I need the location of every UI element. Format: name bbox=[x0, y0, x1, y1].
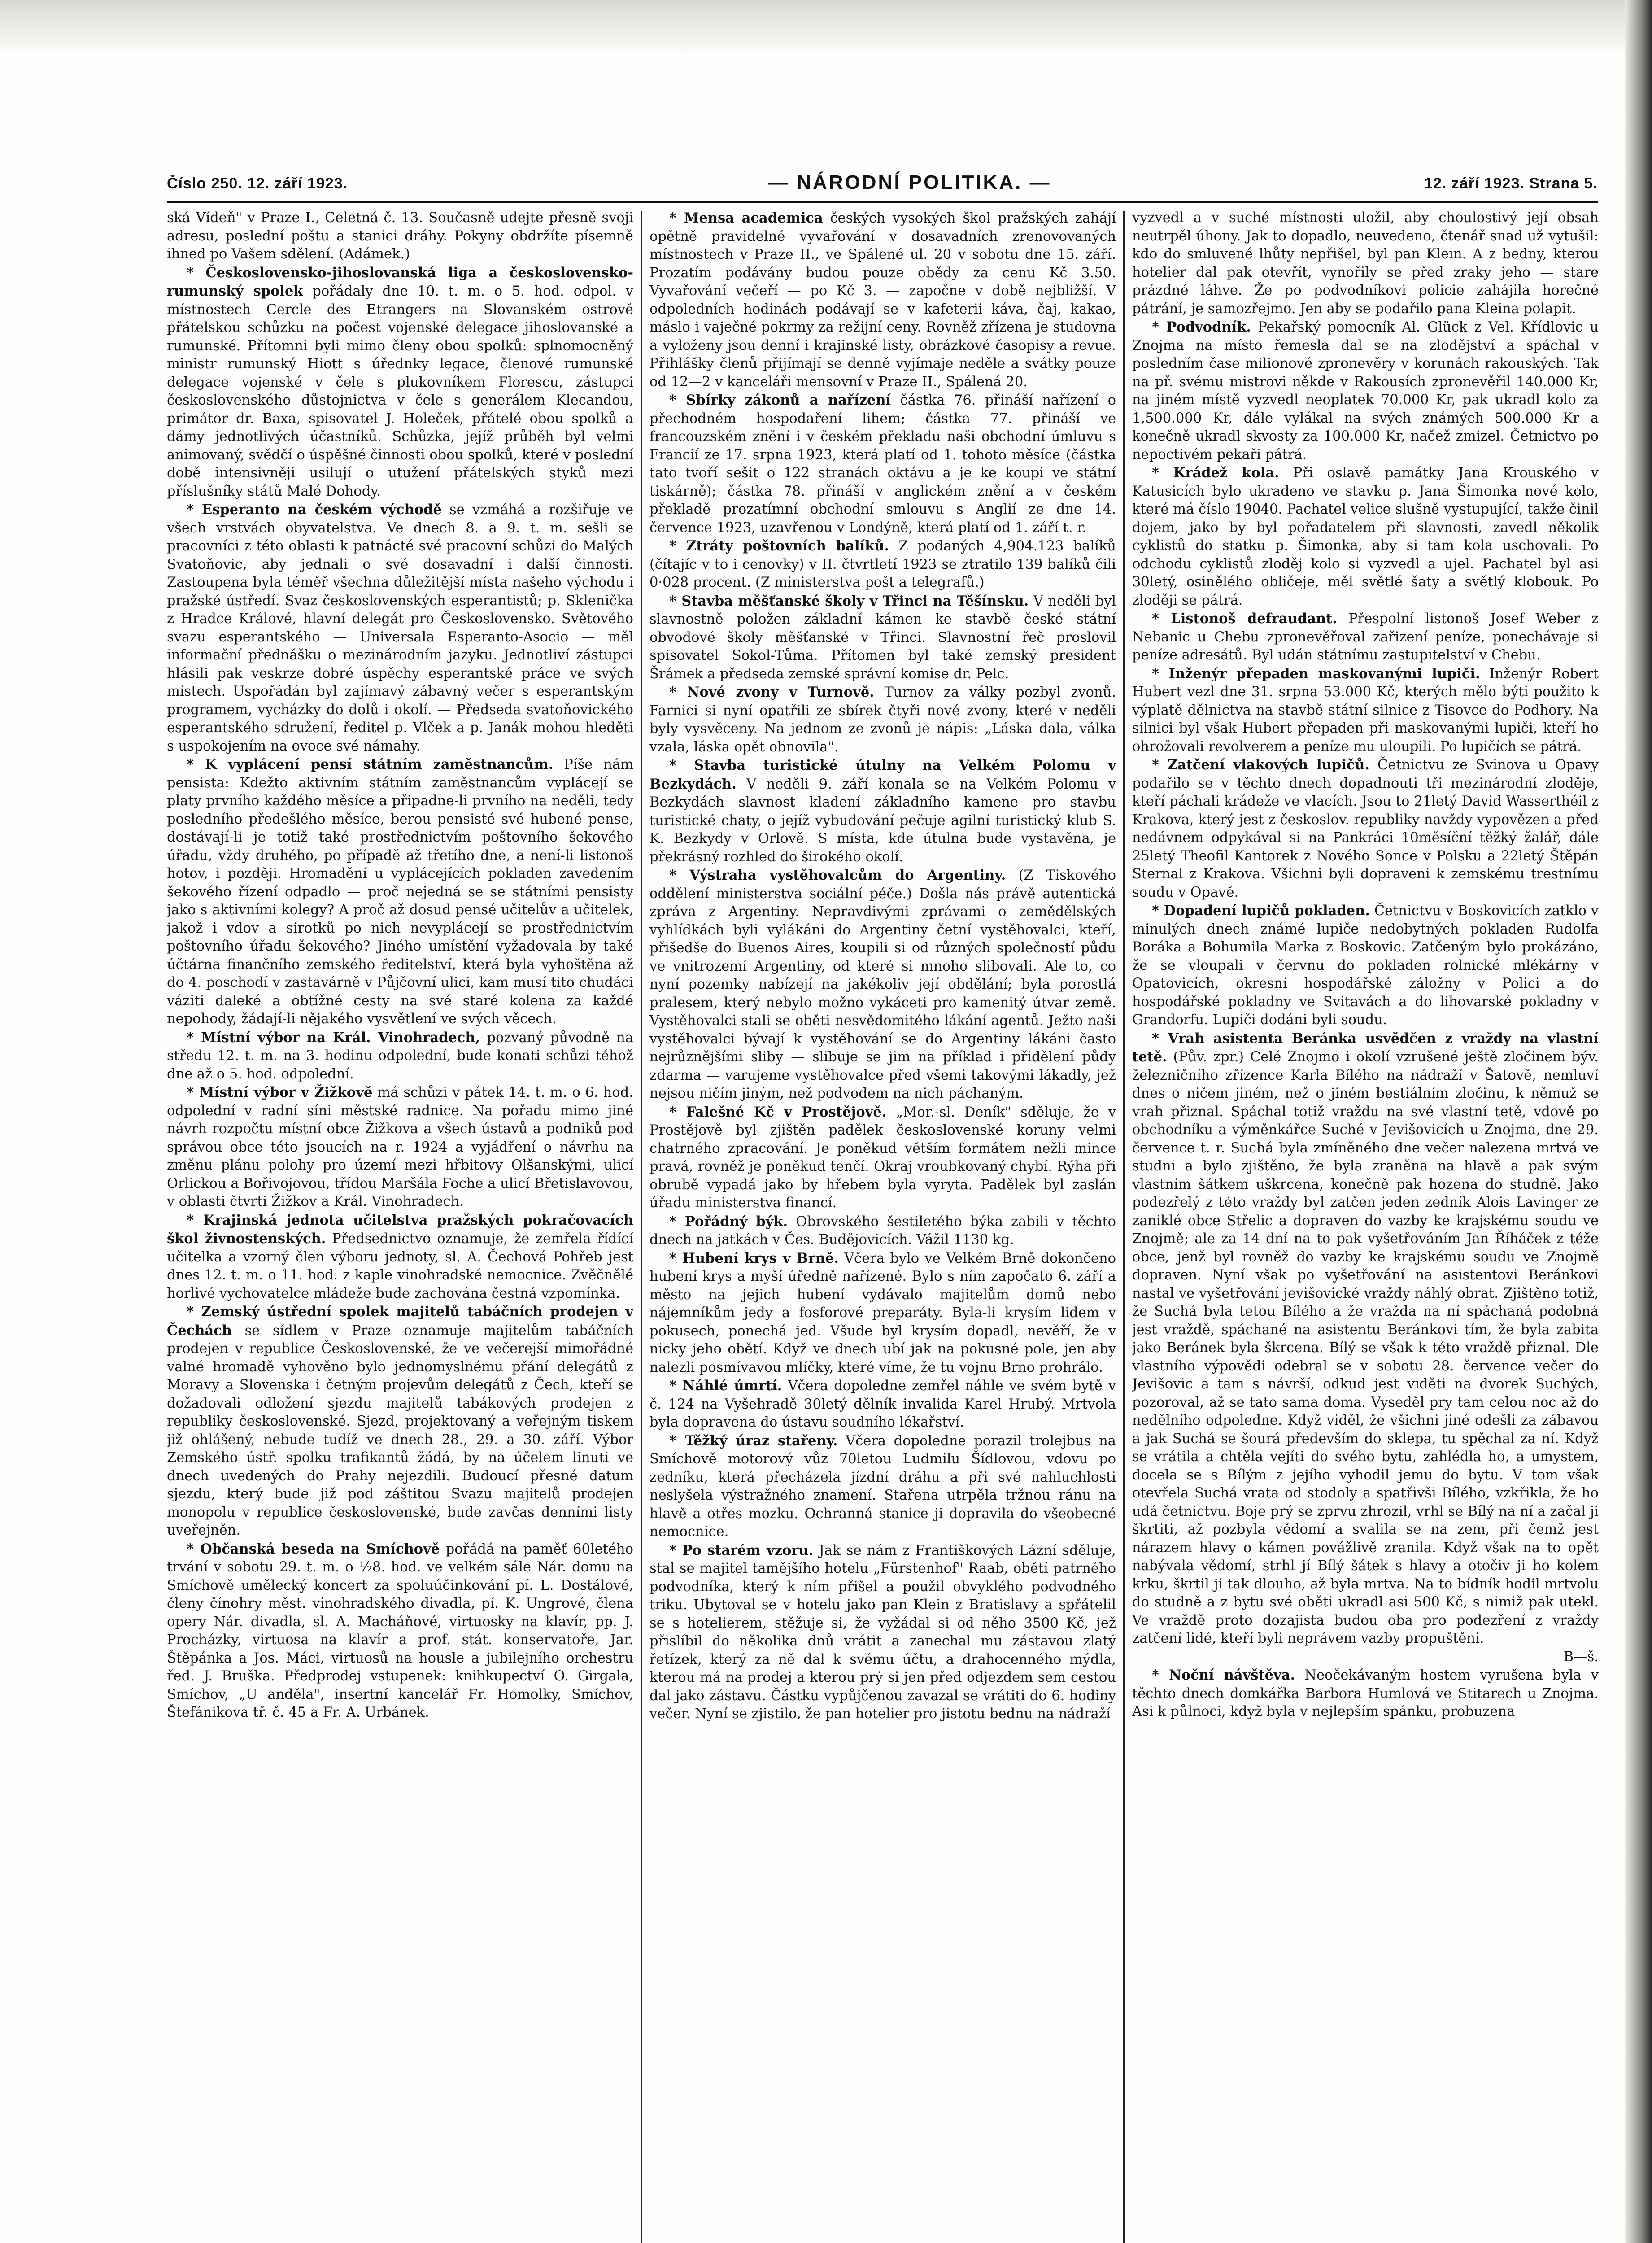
news-item bbox=[1132, 318, 1599, 464]
news-item-heading: * Hubení krys v Brně. bbox=[669, 1250, 839, 1266]
news-item bbox=[649, 1541, 1116, 1724]
news-item bbox=[649, 756, 1116, 866]
news-item-text: se vzmáhá a rozšiřuje ve všech vrstvách obyvatelstva. Ve dnech 8. a 9. t. m. sešli se pracovníci z této oblasti k patnácté své pracovní schůzi do Malých Svatoňovic, aby jednali o své dosavadní i další činnosti. Zastoupena byla téměř všechna důležitější místa našeho východu i pražské ústředí. Svaz československých esperantistů; p. Sklenička z Hradce Králové, hlavní delegát pro Československo. Světového svazu esperantského — Universala Esperanto-Asocio — měl informační přednášku o mezinárodním jazyku. Jednotliví zástupci hlásili pak veskrze dobré úspěchy esperantské práce ve svých místech. Uspořádán byl zajímavý zábavný večer s esperantským programem, vycházky do dolů i okolí. — Předseda svatoňovického esperantského sdružení, ředitel p. Vlček a p. Janák mohou hleděti s uspokojením na ovoce své námahy. bbox=[167, 502, 633, 754]
news-item-heading: * Československo-jihoslovanská liga a československo-rumunský spolek bbox=[167, 264, 633, 299]
news-item bbox=[167, 755, 633, 1029]
news-item-text: (Z Tiskového oddělení ministerstva sociální péče.) Došla nás právě autentická zpráva z Argentiny. Nepravdivými zprávami o zemědělských vyhlídkách byli vylákáni do Argentiny četní vystěhovalci, kteří, přišedše do Buenos Aires, koupili si od různých společností půdu ve vnitrozemí Argentiny, od které si mnoho slibovali. Ale to, co nyní pozemky nabízejí na jakékoliv její obdělání; byla porostlá pralesem, který nebylo možno vykáceti pro kamenitý útvar země. Vystěhovalci stali se oběti nesvědomitého lákání agentů. Ježto naši vystěhovalci bývají k vystěhování se do Argentiny lákáni často nejrůznějšími sliby — slibuje se jim na příklad i přidělení půdy zdarma — varujeme vystěhovalce před všemi takovými lákadly, jež nejsou ničím jiným, než podvodem na nich páchaným. bbox=[649, 868, 1116, 1101]
news-item-text: Z podaných 4,904.123 balíků (čítajíc v to i cenovky) v II. čtvrtletí 1923 se ztratilo 139 balíků čili 0·028 procent. (Z ministerstva pošt a telegrafů.) bbox=[649, 538, 1116, 590]
news-item bbox=[167, 1540, 633, 1722]
news-item-heading: * Falešné Kč v Prostějově. bbox=[669, 1104, 887, 1120]
news-item-text: Jak se nám z Františkových Lázní sděluje, stal se majitel tamějšího hotelu „Fürstenhof" Raab, obětí patrného podvodníka, který k ním přišel a použil obvyklého podvodného triku. Ubytoval se v hotelu jako pan Klein z Bratislavy a spřátelil se s hotelierem, stěžuje si, že vyžádal si od něho 3500 Kč, jež přislíbil do několika dnů vrátit a zanechal mu zástavou zlatý řetízek, který za ně dal k svému účtu, a drahocenného mýdla, kterou má na prodej a kterou prý si jen před odjezdem sem cestou dal jako zástavu. Částku vypůjčenou zavazal se vrátiti do 6. hodiny večer. Nyní se zjistilo, že pan hotelier pro jistotu bednu na nádraží bbox=[649, 1542, 1116, 1722]
news-item bbox=[649, 1249, 1116, 1377]
news-item-heading: * Zemský ústřední spolek majitelů tabáčních prodejen v Čechách bbox=[167, 1304, 633, 1339]
news-item-heading: * Dopadení lupičů pokladen. bbox=[1152, 903, 1370, 919]
news-item bbox=[1132, 665, 1599, 756]
news-item-heading: * Zatčení vlakových lupičů. bbox=[1152, 757, 1370, 773]
news-item-text: pořádá na paměť 60letého trvání v sobotu 29. t. m. o ½8. hod. ve velkém sále Nár. domu na Smíchově umělecký koncert za spoluúčinkování pí. L. Dostálové, členy čínohry měst. vinohradského divadla, pí. K. Ungrové, člena opery Nár. divadla, sl. A. Macháňové, virtuosky na klavír, pp. J. Procházky, virtuosa na klavír a prof. stát. konservatoře, Jar. Štěpánka a Jos. Máci, virtuosů na housle a jubilejního orchestru řed. J. Bruška. Předprodej vstupenek: knihkupectví O. Girgala, Smíchov, „U anděla", insertní kancelář Fr. Homolky, Smíchov, Štefánikova tř. č. 45 a Fr. A. Urbánek. bbox=[167, 1541, 633, 1720]
news-item-text: (Pův. zpr.) Celé Znojmo i okolí vzrušené ještě zločinem býv. železničního zřízence Karla Bílého na nádraží v Šatově, nemluví dnes o ničem jiném, než o jiném bestiálním zločinu, k němuž se vrah přiznal. Spáchal totiž vraždu na své vlastní tetě, vdově po obchodníku a výměnkářce Suché v Jevišovicích u Znojma, dne 29. července t. r. Suchá byla zmíněného dne večer nalezena mrtvá ve studni a bylo zjištěno, že byla zraněna na hlavě a pak svým vlastním šátkem uškrcena, konečně pak hozena do studně. Jako podezřelý z této vraždy byl zatčen jeden zedník Alois Lavinger ze zaniklé obce Střelic a dopraven do vazby ke krajskému soudu ve Znojmě; ale za 14 dní na to pak vyšetřováním Jan Říháček z téže obce, jenž byl rovněž do vazby ke krajskému soudu ve Znojmě dopraven. Nyní však po vyšetřování na asistentovi Beránkovi nastal ve vyšetřování jevišovické vraždy náhlý obrat. Zjištěno totiž, že Suchá byla tetou Bílého a že vražda na ní spáchaná podobná jest vraždě, spáchané na asistentu Beránkovi tím, že byla zabita jako Beránek byla škrcena. Bílý se však k této vraždě přiznal. Dle vlastního výpovědi odebral se v sobotu 28. července večer do Jevišovic a tam s návrší, odkud jest viděti na dvorek Suchých, pozoroval, až se tato sama doma. Vyseděl pry tam celou noc až do nedělního odpoledne. Když viděl, že všichni jiné odešli za zábavou a jak Suchá se šourá především do sklepa, tu spěchal za ní. Když se vrátila a chtěla vejíti do svého bytu, zahlédla ho, a umystem, docela se s Bílým z jejího vyhodil jemu do bytu. V tom však otevřela Suchá vrata od stodoly a spatřivši Bílého, vzkřikla, že ho udá četnictvu. Boje prý se zprvu zhrozil, vrhl se Bílý na ní a začal ji škrtiti, až pozbyla vědomí a svalila se na zem, při čemž jest nárazem hlavy o kámen povážlivě zranila. Když však na to opět nabývala vědomí, strhl jí Bílý šátek s hlavy a otočiv ji ho kolem krku, škrtil ji tak dlouho, až byla mrtva. Na to bídník hodil mrtvolu do studně a z bytu své oběti ukradl asi 500 Kč, s nimiž pak utekl. Ve vraždě proto dozajista budou oba pro podezření z vraždy zatčení lidé, kteří byli neprávem vazby propuštěni. bbox=[1132, 1049, 1599, 1646]
news-item bbox=[1132, 1030, 1599, 1648]
news-item-heading: * Listonoš defraudant. bbox=[1152, 611, 1337, 627]
news-item-text: Při oslavě památky Jana Krouského v Katusicích bylo ukradeno ve stavku p. Jana Šimonka nové kolo, které má číslo 19040. Pachatel velice slušně vystupující, takže činil dojem, jako by byl pořadatelem při slavnosti, zavedl několik cyklistů do statku p. Šimonka, aby si tam kola uschovali. Po odchodu cyklistů zloděj kolo si vyzvedl a ujel. Pachatel byl asi 30letý, osinělého obličeje, měl světlé šaty a světlý klobouk. Po zloději se pátrá. bbox=[1132, 465, 1599, 608]
column-divider bbox=[641, 211, 642, 2243]
news-item bbox=[167, 501, 633, 755]
news-item-heading: * Sbírky zákonů a nařízení bbox=[669, 392, 891, 408]
date-and-page: 12. září 1923. Strana 5. bbox=[1424, 175, 1598, 192]
news-item-heading: * Inženýr přepaden maskovanými lupiči. bbox=[1152, 665, 1480, 682]
news-item-text: Turnov za války pozbyl zvonů. Farnici si nyní opatřili ze sbírek čtyři nové zvony, které v neděli byly vysvěceny. Na jednom ze zvonů je nápis: „Láska dala, válka vzala, láska opět obnovila". bbox=[649, 685, 1116, 755]
news-item-text: Obrovského šestiletého býka zabili v těchto dnech na jatkách v Čes. Budějovicích. Vážil 1130 kg. bbox=[649, 1213, 1116, 1248]
news-item bbox=[167, 1029, 633, 1084]
news-item bbox=[649, 683, 1116, 756]
news-item-text: V neděli byl slavnostně položen základní kámen ke stavbě české státní obvodové školy měšťanské v Třinci. Slavnostní řeč proslovil spisovatel Sokol-Tůma. Přítomen byl také zemský president Šrámek a předseda zemské správní komise dr. Pelc. bbox=[649, 593, 1116, 682]
news-item-heading: * Krádež kola. bbox=[1152, 465, 1279, 481]
news-item-text: B—š. bbox=[1563, 1649, 1599, 1665]
news-item bbox=[1132, 756, 1599, 902]
news-item-text: Včera bylo ve Velkém Brně dokončeno hubení krys a myší úředně nařízené. Bylo s ním započato 6. září a město na jejich hubení vydávalo majitelům domů nebo nájemníkům jedy a fosforové preparáty. Byla-li krysím lidem v pokusech, ponechá jed. Všude byl krysím dopadl, nevěří, že v nicky jeho obětí. Když ve dnech ubí jak na pokusné pole, jen aby nalezli posmívavou mlíčky, které víme, že tu vojnu Brno prohrálo. bbox=[649, 1250, 1116, 1375]
news-item-text: se sídlem v Praze oznamuje majitelům tabáčních prodejen v republice Československé, že ve večerejší mimořádné valné hromadě vyhověno bylo jednomyslnému přání delegátů z Moravy a Slovenska i četným projevům delegátů z Čech, kteří se dožadovali odložení sjezdu majitelů tabákových prodejen z republiky československé. Sjezd, projektovaný a veřejným tiskem již ohlášený, nebude tudíž ve dnech 28., 29. a 30. září. Výbor Zemského ústř. spolku trafikantů žádá, by na účelem linuti ve dnech uvedených do Prahy nejezdili. Budoucí přesné datum sjezdu, který bude již pod záštitou Svazu majitelů prodejen monopolu v republice československé, bude zavčas denními listy uveřejněn. bbox=[167, 1322, 633, 1538]
scan-top-shadow bbox=[0, 0, 1652, 54]
column-2 bbox=[649, 209, 1116, 2243]
news-item-heading: * Náhlé úmrtí. bbox=[669, 1378, 782, 1394]
masthead-title: — NÁRODNÍ POLITIKA. — bbox=[768, 171, 1051, 193]
news-item bbox=[167, 264, 633, 501]
news-item-text: částka 76. přináší nařízení o přechodném hospodaření lihem; částka 77. přináší ve francouzském znění i v českém překladu naši obchodní úmluvu s Francií ze 17. srpna 1923, která platí od 1. tohoto měsíce (částka tato tvoří sešit o 122 stranách oktávu a je ke koupi ve státní tiskárně); částka 78. přináší v anglickém znění a v českém překladě prozatímní obchodní smlouvu s Anglií ze dne 14. července 1923, uzavřenou v Londýně, která platí od 1. září t. r. bbox=[649, 393, 1116, 536]
news-item-text: Četnictvu ze Svinova u Opavy podařilo se v těchto dnech dopadnouti tři mezinárodní zloděje, kteří páchali krádeže ve vlacích. Jsou to 21letý David Wasserthéil z Krakova, který jest z českoslov. republiky navždy vypovězen a před nedávnem odpykával si na Pankráci 10měsíční těžký žalář, dále 25letý Theofil Kantorek z Nového Sonce v Polsku a 22letý Štěpán Sternal z Krakova. Všichni byli dopraveni k zemskému trestnímu soudu v Opavě. bbox=[1132, 757, 1599, 900]
news-item bbox=[167, 209, 633, 264]
news-item bbox=[1132, 1666, 1599, 1721]
news-item-text: pozvaný původně na středu 12. t. m. na 3. hodinu odpolední, bude konati schůzi téhož dne až o 5. hod. odpolední. bbox=[167, 1030, 633, 1082]
news-item bbox=[1132, 902, 1599, 1030]
news-item-text: Předsednictvo oznamuje, že zemřela řídící učitelka a vzorný člen výboru jednoty, sl. A. Čechová Pohřeb jest dnes 12. t. m. o 11. hod. z kaple vinohradské nemocnice. Zvěčnělé horlivé vychovatelce mládeže bude zachována čestná vzpomínka. bbox=[167, 1231, 633, 1301]
page-header bbox=[167, 171, 1598, 198]
column-3 bbox=[1132, 209, 1599, 2243]
issue-number: Číslo 250. 12. září 1923. bbox=[167, 175, 348, 192]
news-item-text: Píše nám pensista: Kdežto aktivním státním zaměstnancům vyplácejí se platy prvního každého měsíce a připadne-li prvního na neděli, tedy posledního předešlého měsíce, berou pensisté své hubené pense, dostávají-li je totiž také prostřednictvím poštovního šekového úřadu, vždy druhého, po případě až třetího dne, a není-li listonoš hotov, i později. Hromadění u vyplácejících pokladen zavedením šekového řízení odpadlo — proč nejedná se se státními pensisty jako s aktivními kolegy? A proč až dosud pensé učitelův a učitelek, jakož i vdov a sirotků po nich nevyplácejí se prostřednictvím poštovního úřadu šekového? Jiného umístění vyžadovala by také účtárna finančního zemského ředitelství, která byla vyhoštěna až do 4. poschodí v zastavárně v Půjčovní ulici, kam musí tito chudáci váziti daleké a obtížné cesty na své staré kolena za každé nepohody, žádají-li nějakého vysvětlení ve svých věcech. bbox=[167, 757, 633, 1027]
news-item bbox=[167, 1303, 633, 1540]
news-item-heading: * Stavba měšťanské školy v Třinci na Těšínsku. bbox=[669, 593, 1029, 609]
news-item bbox=[649, 1103, 1116, 1213]
news-item bbox=[649, 209, 1116, 391]
news-item bbox=[649, 866, 1116, 1103]
news-item-text: pořádaly dne 10. t. m. o 5. hod. odpol. v místnostech Cercle des Etrangers na Slovanském ostrově přátelskou schůzku na počest vojenské delegace jihoslovanské a rumunské. Přítomni byli mimo členy obou spolků: splnomocněný ministr rumunský Hiott s úřednky legace, členové rumunské delegace vojenské v čele s plukovníkem Florescu, zástupci československého důstojnictva v čele s generálem Klecandou, primátor dr. Baxa, spisovatel J. Holeček, přátelé obou spolků a dámy jednotlivých účastníků. Schůzka, jejíž průběh byl velmi animovaný, svědčí o úspěšné činnosti obou spolků, které v poslední době intensivněji usilují o utužení přátelských styků mezi příslušníky států Malé Dohody. bbox=[167, 284, 633, 499]
news-item-heading: * Těžký úraz stařeny. bbox=[669, 1432, 838, 1449]
news-item-heading: * Mensa academica bbox=[669, 210, 823, 226]
news-item-heading: * Místní výbor v Žižkově bbox=[187, 1084, 373, 1100]
news-item bbox=[649, 537, 1116, 592]
news-item bbox=[1132, 610, 1599, 665]
news-item-text: Inženýr Robert Hubert vezl dne 31. srpna 53.000 Kč, kterých mělo býti použito k výplatě dělnictva na stavbě státní silnice z Tisovce do Podhory. Na silnici byl však Hubert přepaden při maskovanými lupiči, kteří ho ohrožovali revolverem a peníze mu uloupili. Po lupičích se pátrá. bbox=[1132, 666, 1599, 755]
news-item bbox=[649, 592, 1116, 684]
news-item-text: Četnictvu v Boskovicích zatklo v minulých dnech známé lupiče nedobytných pokladen Rudolfa Boráka a Bohumila Marka z Boskovic. Zatčeným bylo prokázáno, že se vloupali v červnu do pokladen rolnické mlékárny v Opatovicích, okresní hospodářské záložny v Polici a do hospodářské pokladny ve Svitavách a do lihovarské pokladny v Grandorfu. Lupiči dodáni byli soudu. bbox=[1132, 903, 1599, 1028]
news-item-text: vyzvedl a v suché místnosti uložil, aby choulostivý její obsah neutrpěl úhony. Jak to dopadlo, neuvedeno, čtenář snad už vytušil: kdo do smluvené lhůty nepřišel, byl pan Klein. A z bedny, kterou hotelier dal pak otevřít, vynořily se před zraky jeho — stare prázdné láhve. Že po podvodníkovi policie zahájila horečné pátrání, je samozřejmo. Jen aby se podařilo pana Kleina polapit. bbox=[1132, 210, 1599, 317]
news-item bbox=[649, 1432, 1116, 1541]
column-1 bbox=[167, 209, 633, 2243]
news-item bbox=[167, 1083, 633, 1211]
news-item-heading: * Nové zvony v Turnově. bbox=[669, 684, 874, 700]
news-item-text: Přespolní listonoš Josef Weber z Nebanic u Chebu zpronevěřoval zařizení peníze, ponechávaje si peníze adresátů. Byl udán státnímu zastupitelství v Chebu. bbox=[1132, 611, 1599, 663]
news-item-heading: * Stavba turistické útulny na Velkém Polomu v Bezkydách. bbox=[649, 757, 1116, 792]
news-item-text: Včera dopoledne zemřel náhle ve svém bytě v č. 124 na Vyšehradě 30letý dělník invalida Karel Hrubý. Mrtvola byla dopravena do ústavu soudního lékařství. bbox=[649, 1378, 1116, 1430]
news-item-text: Neočekávaným hostem vyrušena byla v těchto dnech domkářka Barbora Humlová ve Stitarech u Znojma. Asi k půlnoci, když byla v nejlepším spánku, probuzena bbox=[1132, 1667, 1599, 1719]
news-item-text: „Mor.-sl. Deník" sděluje, že v Prostějově byl zjištěn padělek československé koruny velmi chatrného zpracování. Je poněkud větším formátem nežli mince pravá, rovněž je poněkud tenčí. Okraj vroubkovaný chybí. Rýha při obrubě vypadá jako by hřebem byla vyryta. Padělek byl zaslán úřadu ministerstva financí. bbox=[649, 1104, 1116, 1211]
news-item-text: Včera dopoledne porazil trolejbus na Smíchově motorový vůz 70letou Ludmilu Šídlovou, vdovu po zedníku, která přecházela jízdní dráhu a při své nahluchlosti neslyšela výstražného znamení. Stařena utrpěla tržnou ránu na hlavě a otřes mozku. Ochranná stanice ji dopravila do všeobecné nemocnice. bbox=[649, 1433, 1116, 1540]
news-item-heading: * Esperanto na českém východě bbox=[187, 502, 442, 518]
news-item bbox=[649, 1213, 1116, 1249]
column-divider bbox=[1123, 211, 1125, 2243]
news-item bbox=[649, 1377, 1116, 1432]
news-item-heading: * Po starém vzoru. bbox=[669, 1542, 814, 1558]
news-item-heading: * Ztráty poštovních balíků. bbox=[669, 538, 889, 554]
news-item-heading: * Vrah asistenta Beránka usvědčen z vraždy na vlastní tetě. bbox=[1132, 1030, 1599, 1065]
news-item-heading: * Podvodník. bbox=[1152, 319, 1251, 335]
news-item bbox=[1132, 209, 1599, 318]
news-item-heading: * Výstraha vystěhovalcům do Argentiny. bbox=[669, 867, 1006, 883]
news-item bbox=[1132, 464, 1599, 610]
news-item-heading: * K vyplácení pensí státním zaměstnancům. bbox=[187, 756, 554, 772]
author-signature bbox=[1132, 1648, 1599, 1667]
news-item-heading: * Noční návštěva. bbox=[1152, 1667, 1295, 1683]
news-item-heading: * Krajinská jednota učitelstva pražských pokračovacích škol živnostenských. bbox=[167, 1212, 633, 1247]
news-item-heading: * Pořádný býk. bbox=[669, 1213, 788, 1230]
news-item bbox=[167, 1211, 633, 1303]
scan-right-edge bbox=[1625, 0, 1652, 2243]
news-item bbox=[649, 391, 1116, 537]
news-item-text: má schůzi v pátek 14. t. m. o 6. hod. odpolední v radní síni městské radnice. Na pořadu mimo jiné návrh rozpočtu místní obce Žižkova a všech ústavů a podniků pod správou obce této jsoucích na r. 1924 a vyjádření o návrhu na změnu plánu polohy pro území mezi hřbitovy Olšanskými, ulicí Orlickou a Bořivojovou, třídou Maršála Foche a ulicí Břetislavovou, v oblasti čtvrti Žižkov a Král. Vinohradech. bbox=[167, 1085, 633, 1209]
news-item-heading: * Místní výbor na Král. Vinohradech, bbox=[187, 1029, 480, 1046]
news-item-text: českých vysokých škol pražských zahájí opětně pravidelné vyvařování v dosavadních zrenovovaných místnostech v Praze II., ve Spálené ul. 20 v sobotu dne 15. září. Prozatím podávány budou pouze obědy za cenu Kč 3.50. Vyvařování večeří — po Kč 3. — započne v době nejbližší. V odpoledních hodinách podávají se v kafeterii káva, čaj, kakao, máslo i vaječné pokrmy za režijní ceny. Rovněž zřízena je studovna a vyloženy jsou denní i krajinské listy, obrázkové časopisy a revue. Přihlášky členů přijímají se denně vyjímaje neděle a svátky pouze od 12—2 v kanceláři mensovní v Praze II., Spálená 20. bbox=[649, 210, 1116, 390]
news-item-text: V neděli 9. září konala se na Velkém Polomu v Bezkydách slavnost kladení základního kamene pro stavbu turistické chaty, o jejíž vybudování pečuje agilní turistický klub S. K. Bezkydy v Orlově. S místa, kde útulna bude vystavěna, je překrásný rozhled do širokého okolí. bbox=[649, 776, 1116, 865]
header-rule bbox=[167, 201, 1598, 203]
news-item-heading: * Občanská beseda na Smíchově bbox=[187, 1540, 440, 1557]
news-item-text: ská Vídeň" v Praze I., Celetná č. 13. Současně udejte přesně svoji adresu, poslední poštu a stanici dráhy. Pokyny obdržíte písemně ihned po Vašem sdělení. (Adámek.) bbox=[167, 210, 633, 262]
news-item-text: Pekařský pomocník Al. Glück z Vel. Křídlovic u Znojma na místo řemesla dal se na zlodějství a spáchal v posledním čase milionové zpronevěry v korunách rakouských. Tak na př. svému mistrovi někde v Rakousích zpronevěřil 140.000 Kr, na jiném místě vyzvedl neoplatek 70.000 Kr, pak ukradl kolo za 1,500.000 Kr, dále vylákal na svých známých 500.000 Kr a konečně ukradl skvosty za 100.000 Kr, načež zmizel. Četnictvo po nepoctivém pekaři pátrá. bbox=[1132, 319, 1599, 463]
